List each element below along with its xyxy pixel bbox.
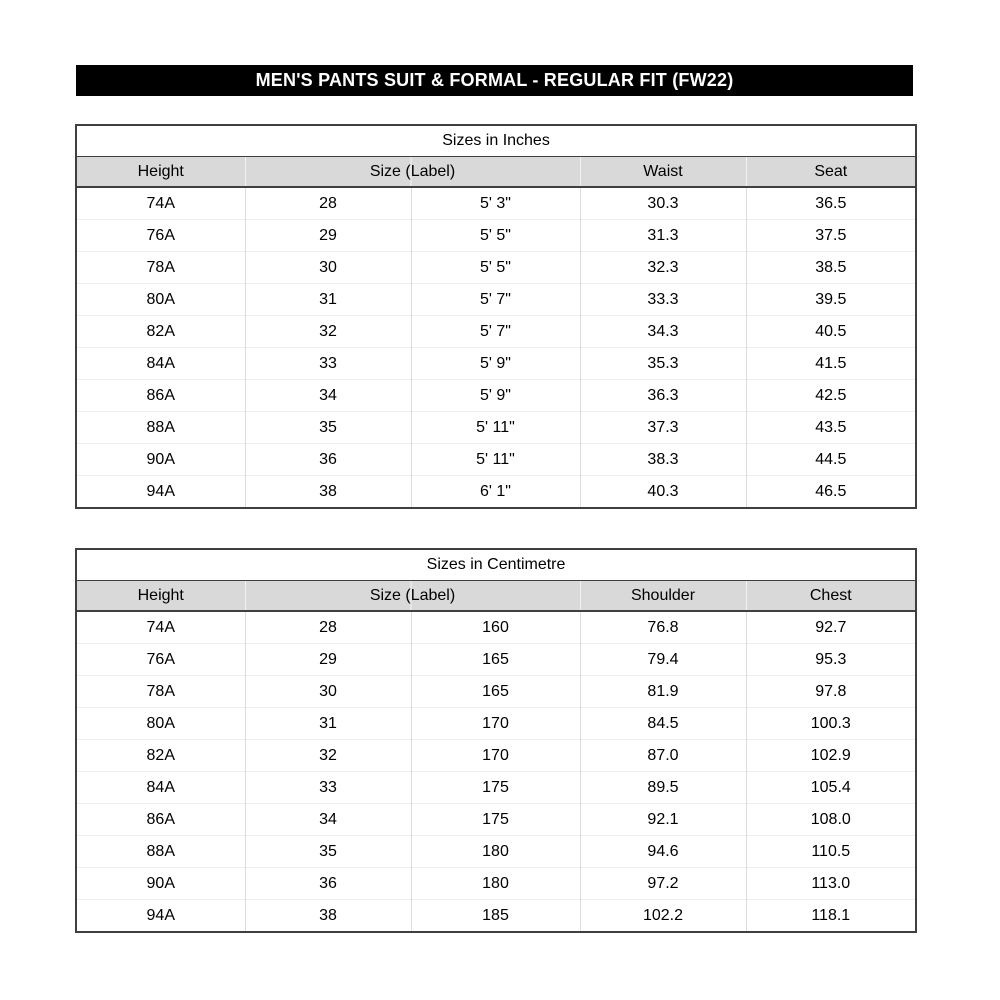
table-cell: 80A xyxy=(76,708,245,740)
table-row xyxy=(76,444,916,476)
table-cell: 94A xyxy=(76,476,245,509)
table-cell: 86A xyxy=(76,804,245,836)
table-title: Sizes in Centimetre xyxy=(76,549,916,581)
table-cell: 84.5 xyxy=(580,708,746,740)
table-cell: 80A xyxy=(76,284,245,316)
inches-table-section xyxy=(75,124,915,509)
table-cell: 37.5 xyxy=(746,220,916,252)
table-cell: 78A xyxy=(76,676,245,708)
table-cell: 43.5 xyxy=(746,412,916,444)
table-cell: 36.3 xyxy=(580,380,746,412)
header-seat: Seat xyxy=(746,157,916,188)
table-row xyxy=(76,804,916,836)
inches-table-body xyxy=(76,187,916,508)
page-title: MEN'S PANTS SUIT & FORMAL - REGULAR FIT (FW22) xyxy=(255,70,734,90)
table-cell: 31 xyxy=(245,284,411,316)
table-row xyxy=(76,348,916,380)
table-cell: 81.9 xyxy=(580,676,746,708)
table-cell: 5' 7" xyxy=(411,316,580,348)
table-cell: 90A xyxy=(76,444,245,476)
table-cell: 40.5 xyxy=(746,316,916,348)
table-cell: 5' 11" xyxy=(411,412,580,444)
table-header-row xyxy=(76,581,916,612)
table-cell: 89.5 xyxy=(580,772,746,804)
table-cell: 94.6 xyxy=(580,836,746,868)
table-row xyxy=(76,284,916,316)
table-cell: 34 xyxy=(245,380,411,412)
table-cell: 180 xyxy=(411,868,580,900)
table-cell: 36.5 xyxy=(746,187,916,220)
table-row xyxy=(76,412,916,444)
sizes-in-centimetre-table xyxy=(75,548,917,933)
header-height: Height xyxy=(76,157,245,188)
centimetre-table-body xyxy=(76,611,916,932)
table-cell: 79.4 xyxy=(580,644,746,676)
table-cell: 6' 1" xyxy=(411,476,580,509)
table-cell: 78A xyxy=(76,252,245,284)
table-cell: 90A xyxy=(76,868,245,900)
table-cell: 31 xyxy=(245,708,411,740)
table-row xyxy=(76,611,916,644)
table-cell: 5' 9" xyxy=(411,348,580,380)
table-cell: 37.3 xyxy=(580,412,746,444)
table-cell: 46.5 xyxy=(746,476,916,509)
table-cell: 97.2 xyxy=(580,868,746,900)
table-cell: 5' 3" xyxy=(411,187,580,220)
table-cell: 185 xyxy=(411,900,580,933)
table-cell: 32 xyxy=(245,740,411,772)
table-cell: 34 xyxy=(245,804,411,836)
table-cell: 165 xyxy=(411,676,580,708)
table-cell: 35 xyxy=(245,836,411,868)
table-cell: 44.5 xyxy=(746,444,916,476)
table-cell: 28 xyxy=(245,187,411,220)
table-cell: 84A xyxy=(76,772,245,804)
sizes-in-inches-table xyxy=(75,124,917,509)
table-title-row xyxy=(76,125,916,157)
table-cell: 30 xyxy=(245,676,411,708)
table-cell: 5' 7" xyxy=(411,284,580,316)
centimetre-table-section xyxy=(75,548,915,933)
table-row xyxy=(76,476,916,509)
header-height: Height xyxy=(76,581,245,612)
table-row xyxy=(76,900,916,933)
table-cell: 33.3 xyxy=(580,284,746,316)
table-cell: 88A xyxy=(76,412,245,444)
table-row xyxy=(76,708,916,740)
table-cell: 108.0 xyxy=(746,804,916,836)
table-cell: 33 xyxy=(245,772,411,804)
table-cell: 36 xyxy=(245,868,411,900)
table-cell: 92.1 xyxy=(580,804,746,836)
table-cell: 29 xyxy=(245,644,411,676)
table-cell: 165 xyxy=(411,644,580,676)
table-cell: 29 xyxy=(245,220,411,252)
table-cell: 32.3 xyxy=(580,252,746,284)
table-cell: 5' 5" xyxy=(411,220,580,252)
header-shoulder: Shoulder xyxy=(580,581,746,612)
table-cell: 41.5 xyxy=(746,348,916,380)
table-cell: 175 xyxy=(411,804,580,836)
table-cell: 35 xyxy=(245,412,411,444)
table-row xyxy=(76,380,916,412)
table-row xyxy=(76,836,916,868)
table-cell: 31.3 xyxy=(580,220,746,252)
table-cell: 76A xyxy=(76,644,245,676)
table-cell: 5' 5" xyxy=(411,252,580,284)
table-cell: 102.9 xyxy=(746,740,916,772)
table-title: Sizes in Inches xyxy=(76,125,916,157)
table-row xyxy=(76,676,916,708)
table-cell: 38.3 xyxy=(580,444,746,476)
table-cell: 110.5 xyxy=(746,836,916,868)
table-row xyxy=(76,187,916,220)
table-cell: 74A xyxy=(76,187,245,220)
header-size-label: Size (Label) xyxy=(245,581,580,612)
table-cell: 74A xyxy=(76,611,245,644)
table-cell: 76A xyxy=(76,220,245,252)
table-cell: 36 xyxy=(245,444,411,476)
table-cell: 88A xyxy=(76,836,245,868)
table-cell: 30 xyxy=(245,252,411,284)
header-waist: Waist xyxy=(580,157,746,188)
table-cell: 94A xyxy=(76,900,245,933)
table-row xyxy=(76,252,916,284)
table-cell: 33 xyxy=(245,348,411,380)
table-cell: 92.7 xyxy=(746,611,916,644)
table-cell: 160 xyxy=(411,611,580,644)
table-cell: 95.3 xyxy=(746,644,916,676)
table-cell: 34.3 xyxy=(580,316,746,348)
table-cell: 180 xyxy=(411,836,580,868)
table-row xyxy=(76,644,916,676)
table-cell: 38.5 xyxy=(746,252,916,284)
table-cell: 35.3 xyxy=(580,348,746,380)
table-cell: 86A xyxy=(76,380,245,412)
table-header-row xyxy=(76,157,916,188)
table-cell: 82A xyxy=(76,316,245,348)
table-cell: 170 xyxy=(411,708,580,740)
table-cell: 82A xyxy=(76,740,245,772)
table-cell: 97.8 xyxy=(746,676,916,708)
table-cell: 113.0 xyxy=(746,868,916,900)
table-cell: 175 xyxy=(411,772,580,804)
table-cell: 87.0 xyxy=(580,740,746,772)
table-row xyxy=(76,772,916,804)
title-banner xyxy=(76,65,913,96)
table-cell: 105.4 xyxy=(746,772,916,804)
table-cell: 76.8 xyxy=(580,611,746,644)
table-row xyxy=(76,868,916,900)
table-cell: 5' 9" xyxy=(411,380,580,412)
table-title-row xyxy=(76,549,916,581)
table-cell: 38 xyxy=(245,476,411,509)
table-cell: 39.5 xyxy=(746,284,916,316)
table-row xyxy=(76,220,916,252)
table-cell: 28 xyxy=(245,611,411,644)
table-cell: 170 xyxy=(411,740,580,772)
table-cell: 38 xyxy=(245,900,411,933)
table-cell: 42.5 xyxy=(746,380,916,412)
table-cell: 102.2 xyxy=(580,900,746,933)
table-cell: 100.3 xyxy=(746,708,916,740)
table-cell: 30.3 xyxy=(580,187,746,220)
table-cell: 5' 11" xyxy=(411,444,580,476)
header-size-label: Size (Label) xyxy=(245,157,580,188)
table-cell: 84A xyxy=(76,348,245,380)
header-chest: Chest xyxy=(746,581,916,612)
table-cell: 118.1 xyxy=(746,900,916,933)
table-row xyxy=(76,316,916,348)
table-cell: 32 xyxy=(245,316,411,348)
table-cell: 40.3 xyxy=(580,476,746,509)
table-row xyxy=(76,740,916,772)
